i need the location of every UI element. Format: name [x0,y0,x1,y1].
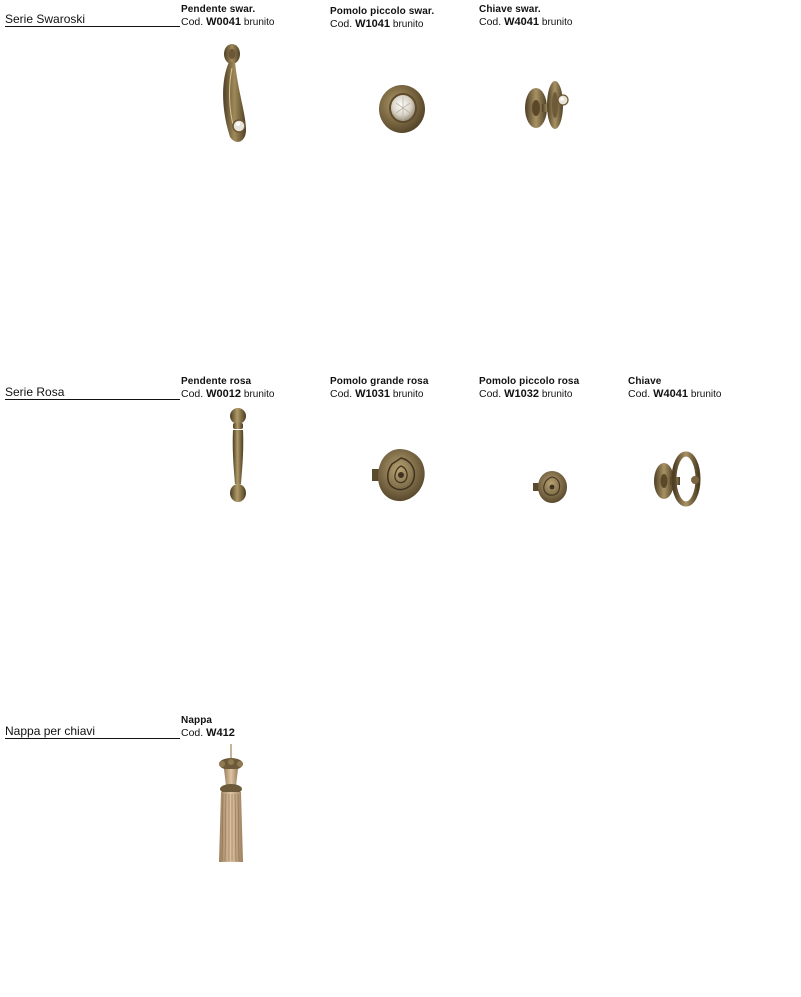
crystal-knob-icon [378,83,428,135]
crystal-key-icon [522,78,574,134]
pendant-handle-icon [222,406,258,504]
product-pomolo-grande-rosa [330,376,470,401]
product-code: Cod. W4041 brunito [628,388,722,400]
product-chiave-swar [479,4,619,29]
product-code: Cod. W1031 brunito [330,388,424,400]
crystal-pendant-handle-icon [212,42,256,146]
product-name: Chiave swar. [479,4,541,15]
product-chiave [628,376,768,401]
product-name: Chiave [628,376,662,387]
ring-key-icon [652,450,704,508]
product-name: Pomolo piccolo rosa [479,376,580,387]
product-name: Pendente rosa [181,376,252,387]
product-pomolo-piccolo-swar [330,6,470,31]
product-name: Pomolo grande rosa [330,376,429,387]
product-code: Cod. W1032 brunito [479,388,573,400]
product-name: Nappa [181,715,213,726]
product-pomolo-piccolo-rosa [479,376,619,401]
product-code: Cod. W0012 brunito [181,388,275,400]
tassel-icon [214,744,248,866]
rose-knob-large-icon [372,446,428,504]
product-name: Pomolo piccolo swar. [330,6,435,17]
product-code: Cod. W4041 brunito [479,16,573,28]
product-code: Cod. W1041 brunito [330,18,424,30]
product-pendente-rosa [181,376,321,401]
product-code: Cod. W412 [181,727,235,739]
product-nappa [181,715,321,740]
section-label-swaroski: Serie Swaroski [5,12,180,27]
rose-knob-small-icon [533,469,569,505]
product-name: Pendente swar. [181,4,256,15]
section-label-rosa: Serie Rosa [5,385,180,400]
product-pendente-swar [181,4,321,29]
section-label-nappa: Nappa per chiavi [5,724,180,739]
product-code: Cod. W0041 brunito [181,16,275,28]
